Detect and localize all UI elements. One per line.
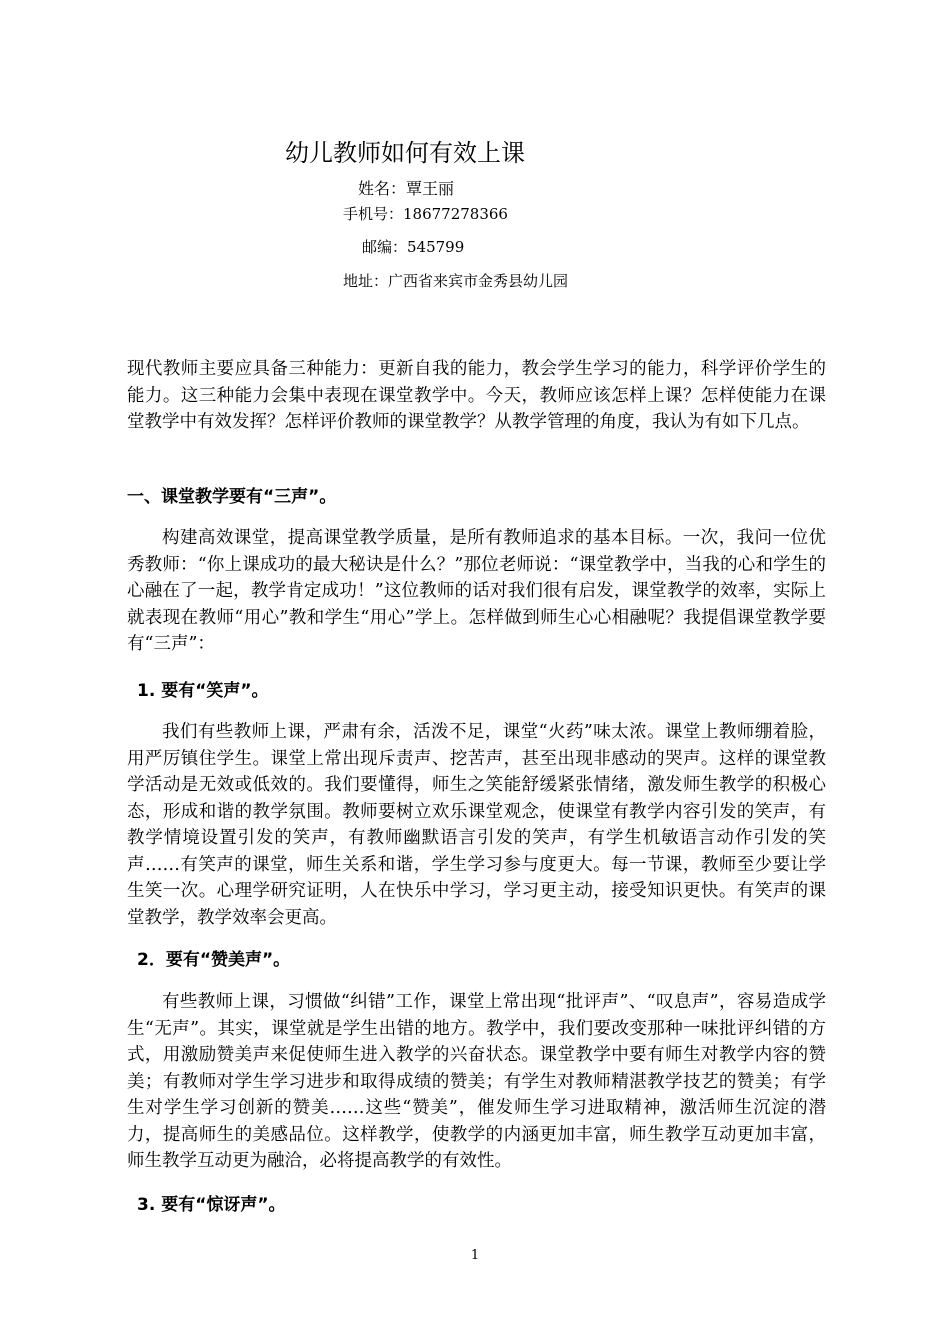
intro-paragraph: 现代教师主要应具备三种能力：更新自我的能力，教会学生学习的能力，科学评价学生的能力。这三种能力会集中表现在课堂教学中。今天，教师应该怎样上课？怎样使能力在课堂教学中有效发挥？怎样评价教师的课堂教学？从教学管理的角度，我认为有如下几点。: [127, 359, 826, 432]
item1-heading: 1. 要有“笑声”。: [137, 681, 269, 701]
author-zip: 邮编：545799: [362, 238, 465, 256]
author-phone: 手机号：18677278366: [343, 205, 508, 223]
author-address: 地址：广西省来宾市金秀县幼儿园: [343, 272, 569, 290]
author-name: 姓名：覃王丽: [358, 179, 455, 198]
section1-body: 构建高效课堂，提高课堂教学质量，是所有教师追求的基本目标。一次，我问一位优秀教师：“你上课成功的最大秘诀是什么？”那位老师说：“课堂教学中，当我的心和学生的心融在了一起，教学肯定成功！”这位教师的话对我们很有启发，课堂教学的效率，实际上就表现在教师“用心”教和学生“用心”学上。怎样做到师生心心相融呢？我提倡课堂教学要有“三声”：: [127, 528, 826, 654]
item2-heading: 2．要有“赞美声”。: [137, 950, 291, 970]
item1-body: 我们有些教师上课，严肃有余，活泼不足，课堂“火药”味太浓。课堂上教师绷着脸，用严厉镇住学生。课堂上常出现斥责声、挖苦声，甚至出现非感动的哭声。这样的课堂教学活动是无效或低效的。我们要懂得，师生之笑能舒缓紧张情绪，激发师生教学的积极心态，形成和谐的教学氛围。教师要树立欢乐课堂观念，使课堂有教学内容引发的笑声，有教学情境设置引发的笑声，有教师幽默语言引发的笑声，有学生机敏语言动作引发的笑声……有笑声的课堂，师生关系和谐，学生学习参与度更大。每一节课，教师至少要让学生笑一次。心理学研究证明，人在快乐中学习，学习更主动，接受知识更快。有笑声的课堂教学，教学效率会更高。: [127, 722, 826, 928]
document-title: 幼儿教师如何有效上课: [285, 139, 525, 167]
section1-heading: 一、课堂教学要有“三声”。: [127, 487, 337, 507]
item3-heading: 3. 要有“惊讶声”。: [137, 1195, 286, 1215]
item2-body: 有些教师上课，习惯做“纠错”工作，课堂上常出现“批评声”、“叹息声”，容易造成学生“无声”。其实，课堂就是学生出错的地方。教学中，我们要改变那种一味批评纠错的方式，用激励赞美声来促使师生进入教学的兴奋状态。课堂教学中要有师生对教学内容的赞美；有教师对学生学习进步和取得成绩的赞美；有学生对教师精湛教学技艺的赞美；有学生对学生学习创新的赞美……这些“赞美”，催发师生学习进取精神，激活师生沉淀的潜力，提高师生的美感品位。这样教学，使教学的内涵更加丰富，师生教学互动更加丰富，师生教学互动更为融洽，必将提高教学的有效性。: [127, 992, 826, 1171]
page-number: 1: [470, 1248, 480, 1263]
